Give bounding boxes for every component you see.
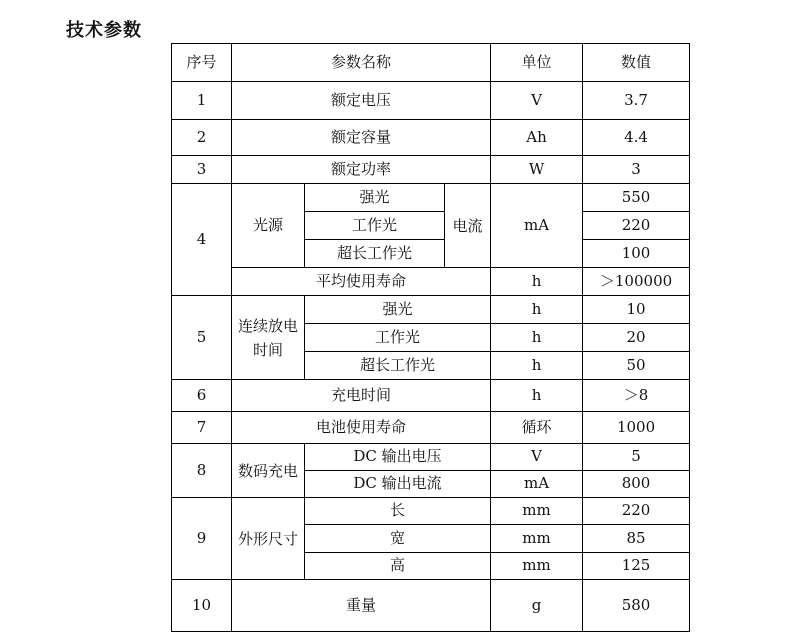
unit-cell: V <box>491 444 583 471</box>
sub-param-name: 宽 <box>305 525 491 553</box>
param-name: 平均使用寿命 <box>232 268 491 296</box>
unit-cell: W <box>491 156 583 184</box>
group-label: 连续放电时间 <box>232 296 305 380</box>
table-row <box>172 120 690 156</box>
table-row <box>172 82 690 120</box>
table-row <box>172 444 690 471</box>
table-row <box>172 498 690 525</box>
row-index: 7 <box>172 412 232 444</box>
current-label: 电流 <box>445 184 491 268</box>
value-cell: ＞100000 <box>583 268 690 296</box>
value-cell: 100 <box>583 240 690 268</box>
unit-cell: mm <box>491 498 583 525</box>
value-cell: 580 <box>583 580 690 632</box>
unit-cell: Ah <box>491 120 583 156</box>
unit-cell: mm <box>491 553 583 580</box>
param-name: 充电时间 <box>232 380 491 412</box>
spec-table <box>171 43 690 632</box>
unit-cell: h <box>491 296 583 324</box>
value-cell: 800 <box>583 471 690 498</box>
unit-cell: h <box>491 324 583 352</box>
value-cell: 10 <box>583 296 690 324</box>
sub-param-name: 长 <box>305 498 491 525</box>
sub-param-name: DC 输出电压 <box>305 444 491 471</box>
unit-cell: mm <box>491 525 583 553</box>
row-index: 8 <box>172 444 232 498</box>
unit-cell: V <box>491 82 583 120</box>
value-cell: 220 <box>583 498 690 525</box>
table-row <box>172 268 690 296</box>
group-label: 数码充电 <box>232 444 305 498</box>
param-name: 电池使用寿命 <box>232 412 491 444</box>
value-cell: 1000 <box>583 412 690 444</box>
table-row <box>172 380 690 412</box>
sub-param-name: DC 输出电流 <box>305 471 491 498</box>
sub-param-name: 超长工作光 <box>305 352 491 380</box>
value-cell: 3.7 <box>583 82 690 120</box>
table-header-row <box>172 44 690 82</box>
unit-cell: mA <box>491 471 583 498</box>
row-index: 2 <box>172 120 232 156</box>
header-param: 参数名称 <box>232 44 491 82</box>
table-row <box>172 412 690 444</box>
header-index: 序号 <box>172 44 232 82</box>
unit-cell: mA <box>491 184 583 268</box>
unit-cell: h <box>491 352 583 380</box>
row-index: 9 <box>172 498 232 580</box>
row-index: 1 <box>172 82 232 120</box>
param-name: 额定容量 <box>232 120 491 156</box>
table-row <box>172 296 690 324</box>
row-index: 4 <box>172 184 232 296</box>
value-cell: 50 <box>583 352 690 380</box>
value-cell: 3 <box>583 156 690 184</box>
header-unit: 单位 <box>491 44 583 82</box>
value-cell: 125 <box>583 553 690 580</box>
sub-param-name: 工作光 <box>305 324 491 352</box>
unit-cell: g <box>491 580 583 632</box>
value-cell: 5 <box>583 444 690 471</box>
value-cell: ＞8 <box>583 380 690 412</box>
sub-param-name: 高 <box>305 553 491 580</box>
value-cell: 20 <box>583 324 690 352</box>
header-value: 数值 <box>583 44 690 82</box>
sub-param-name: 强光 <box>305 296 491 324</box>
value-cell: 4.4 <box>583 120 690 156</box>
row-index: 5 <box>172 296 232 380</box>
group-label: 光源 <box>232 184 305 268</box>
unit-cell: 循环 <box>491 412 583 444</box>
row-index: 6 <box>172 380 232 412</box>
table-row <box>172 580 690 632</box>
row-index: 3 <box>172 156 232 184</box>
param-name: 额定功率 <box>232 156 491 184</box>
table-row <box>172 184 690 212</box>
sub-param-name: 超长工作光 <box>305 240 445 268</box>
sub-param-name: 工作光 <box>305 212 445 240</box>
value-cell: 85 <box>583 525 690 553</box>
table-row <box>172 156 690 184</box>
row-index: 10 <box>172 580 232 632</box>
unit-cell: h <box>491 268 583 296</box>
param-name: 额定电压 <box>232 82 491 120</box>
value-cell: 220 <box>583 212 690 240</box>
group-label: 外形尺寸 <box>232 498 305 580</box>
value-cell: 550 <box>583 184 690 212</box>
unit-cell: h <box>491 380 583 412</box>
page-title: 技术参数 <box>66 20 142 41</box>
sub-param-name: 强光 <box>305 184 445 212</box>
param-name: 重量 <box>232 580 491 632</box>
